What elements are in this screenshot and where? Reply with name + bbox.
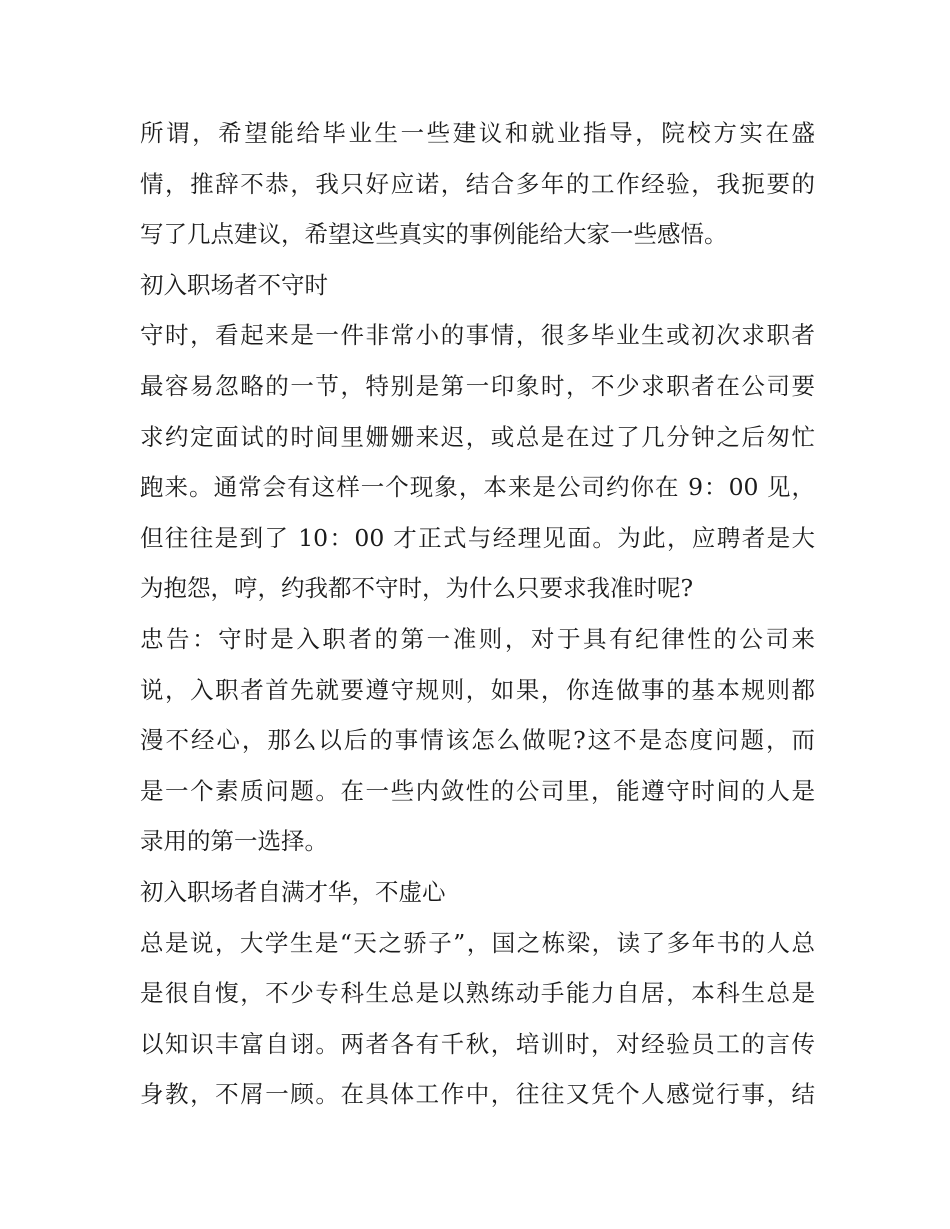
text-line: 录用的第一选择。: [140, 827, 328, 856]
text-line: 写了几点建议，希望这些真实的事例能给大家一些感悟。: [140, 220, 728, 249]
text-line: 求约定面试的时间里姗姗来迟，或总是在过了几分钟之后匆忙: [140, 422, 815, 451]
body-text: [140, 108, 815, 1120]
text-line: 忠告：守时是入职者的第一准则，对于具有纪律性的公司来: [140, 624, 815, 653]
text-line: 说，入职者首先就要遵守规则，如果，你连做事的基本规则都: [140, 675, 815, 704]
text-line: 但往往是到了 10：00 才正式与经理见面。为此，应聘者是大: [140, 523, 815, 552]
text-line: 漫不经心，那么以后的事情该怎么做呢?这不是态度问题，而: [140, 726, 815, 755]
text-line: 身教，不屑一顾。在具体工作中，往往又凭个人感觉行事，结: [140, 1080, 815, 1109]
text-line: 跑来。通常会有这样一个现象，本来是公司约你在 9：00 见，: [140, 473, 815, 502]
text-line: 是很自愎，不少专科生总是以熟练动手能力自居，本科生总是: [140, 979, 815, 1008]
text-line: 总是说，大学生是“天之骄子”，国之栋梁，读了多年书的人总: [140, 928, 815, 957]
text-line: 所谓，希望能给毕业生一些建议和就业指导，院校方实在盛: [140, 119, 815, 147]
section-heading: 初入职场者不守时: [140, 270, 328, 299]
section-heading: 初入职场者自满才华，不虚心: [140, 877, 446, 906]
text-line: 最容易忽略的一节，特别是第一印象时，不少求职者在公司要: [140, 371, 815, 400]
text-line: 是一个素质问题。在一些内敛性的公司里，能遵守时间的人是: [140, 776, 815, 805]
text-line: 为抱怨，哼，约我都不守时，为什么只要求我准时呢?: [140, 574, 694, 603]
text-line: 守时，看起来是一件非常小的事情，很多毕业生或初次求职者: [140, 321, 815, 350]
text-line: 以知识丰富自诩。两者各有千秋，培训时，对经验员工的言传: [140, 1029, 815, 1058]
text-line: 情，推辞不恭，我只好应诺，结合多年的工作经验，我扼要的: [140, 169, 815, 198]
